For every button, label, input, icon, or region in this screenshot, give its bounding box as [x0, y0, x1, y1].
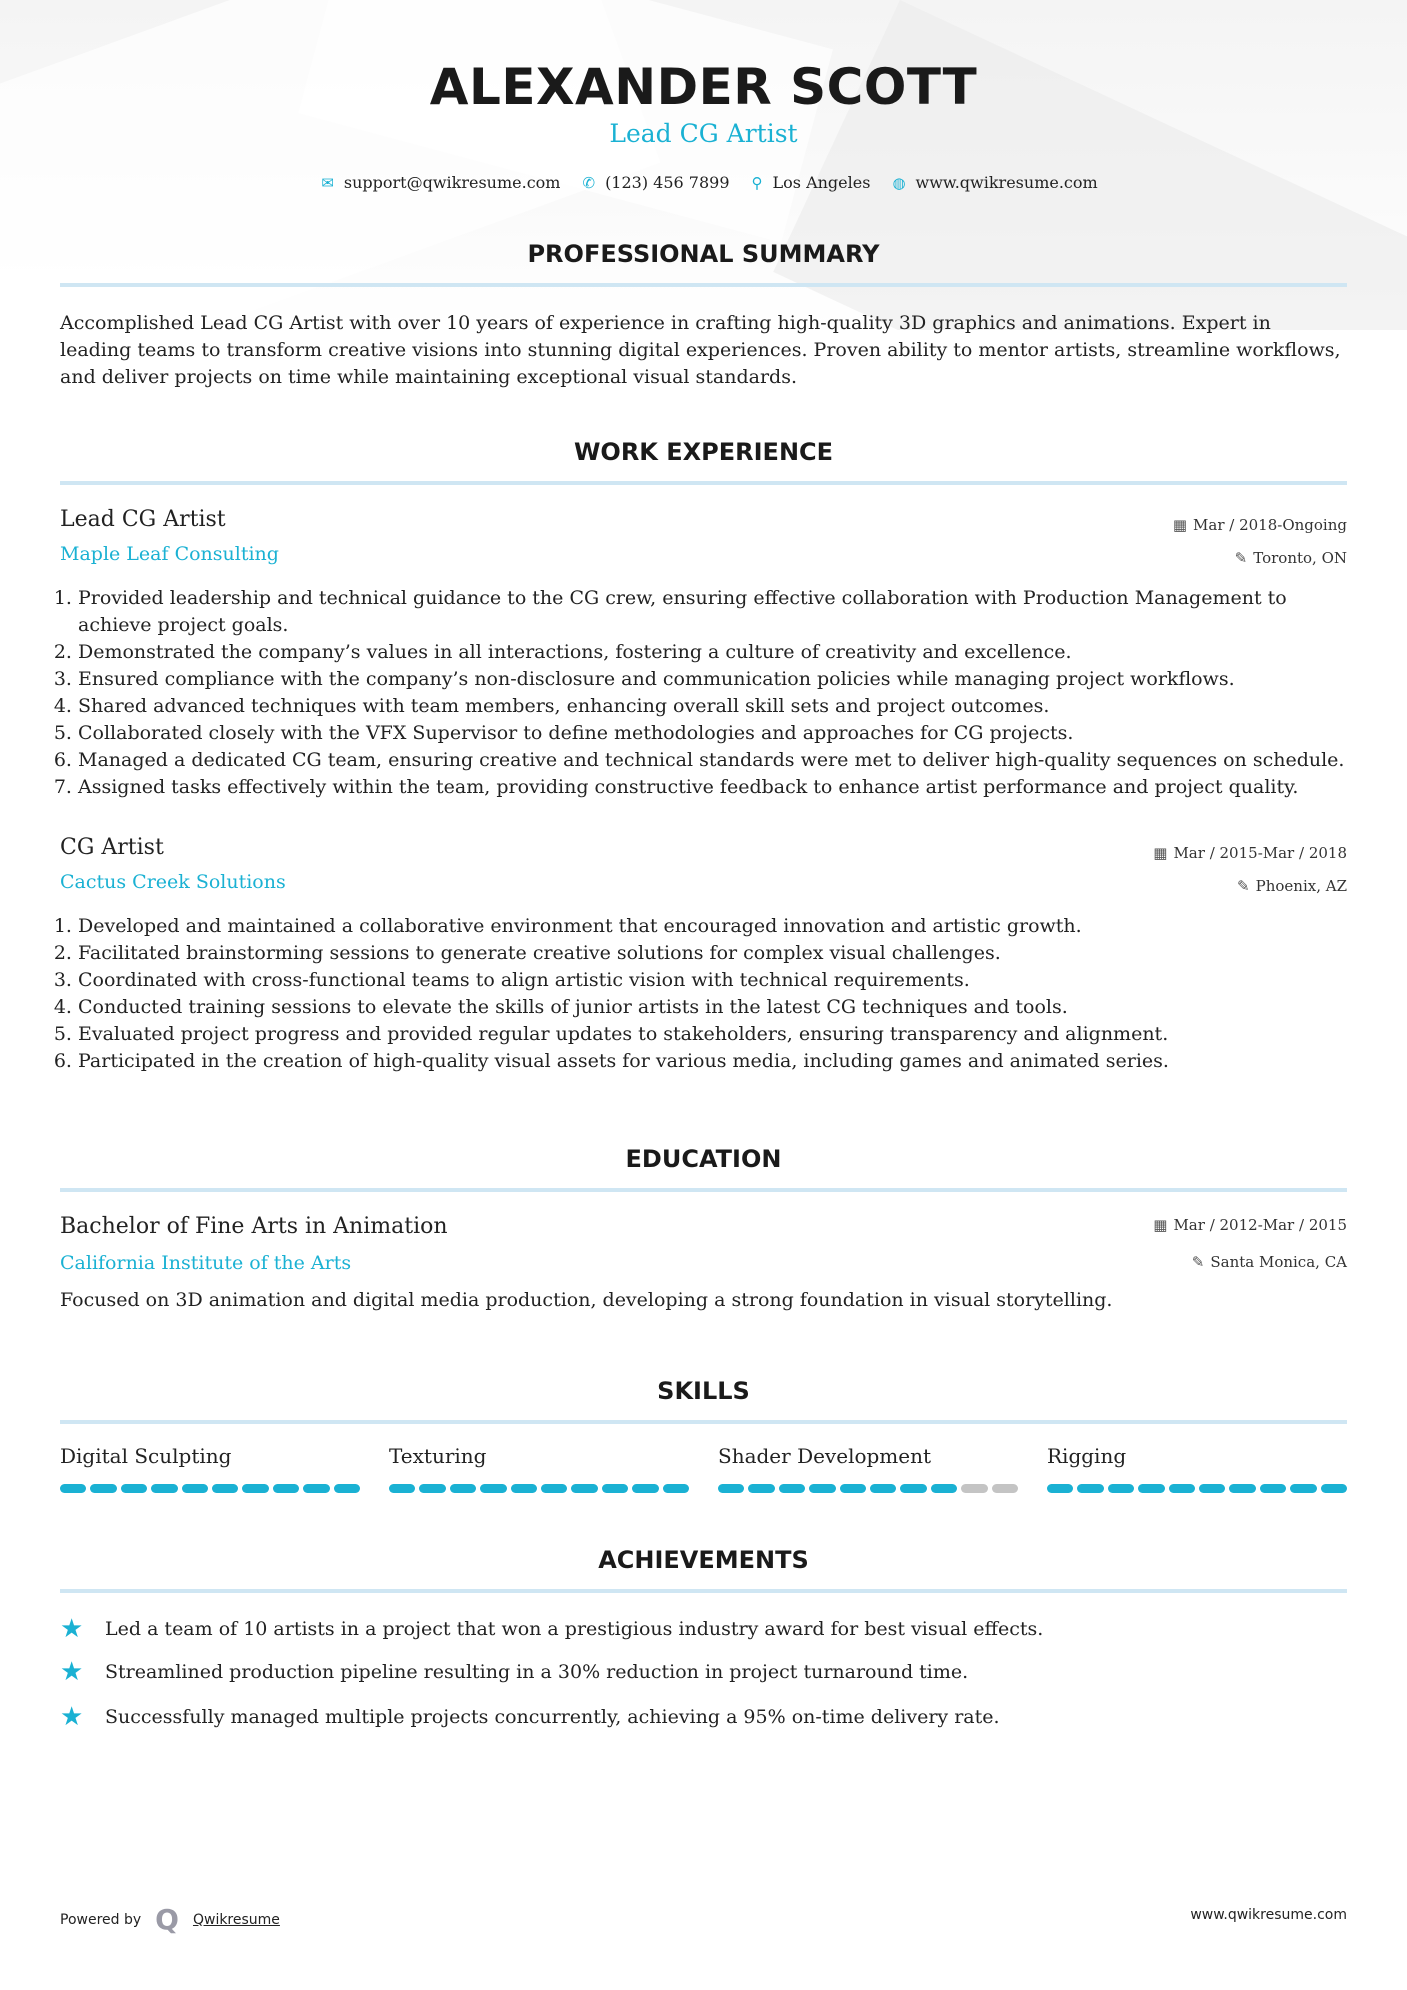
- divider: [60, 481, 1347, 485]
- job-duties: [60, 585, 1347, 801]
- skill-segment-filled: [718, 1484, 744, 1493]
- list-item: 3. Ensured compliance with the company’s non-disclosure and communication policies while managing project workflows.: [78, 666, 1347, 693]
- email-icon: ✉: [321, 173, 334, 192]
- website[interactable]: www.qwikresume.com: [915, 173, 1098, 192]
- list-item: 5. Collaborated closely with the VFX Supervisor to define methodologies and approaches for CG projects.: [78, 720, 1347, 747]
- calendar-icon: ▦: [1172, 516, 1188, 534]
- list-item: 5. Evaluated project progress and provided regular updates to stakeholders, ensuring transparency and alignment.: [78, 1021, 1347, 1048]
- degree: Bachelor of Fine Arts in Animation: [60, 1214, 448, 1239]
- job-title: Lead CG Artist: [60, 507, 226, 532]
- skill-segment-filled: [1138, 1484, 1164, 1493]
- phone-icon: ✆: [582, 173, 596, 192]
- skill-segment-filled: [840, 1484, 866, 1493]
- contact-bar: [0, 173, 1407, 192]
- list-item: 1. Developed and maintained a collaborative environment that encouraged innovation and artistic growth.: [78, 913, 1347, 940]
- candidate-name: ALEXANDER SCOTT: [429, 58, 978, 116]
- skill-item: [389, 1444, 689, 1493]
- skill-segment-filled: [1047, 1484, 1073, 1493]
- list-item: 4. Conducted training sessions to elevate the skills of junior artists in the latest CG techniques and tools.: [78, 994, 1347, 1021]
- skill-segment-filled: [303, 1484, 329, 1493]
- skill-segment-empty: [992, 1484, 1018, 1493]
- list-item: 2. Demonstrated the company’s values in all interactions, fostering a culture of creativity and excellence.: [78, 639, 1347, 666]
- skill-segment-filled: [931, 1484, 957, 1493]
- brand-link[interactable]: Qwikresume: [192, 1911, 280, 1928]
- skill-segment-filled: [541, 1484, 567, 1493]
- calendar-icon: ▦: [1153, 1216, 1168, 1234]
- email[interactable]: support@qwikresume.com: [343, 173, 561, 192]
- skill-segment-filled: [389, 1484, 415, 1493]
- divider: [60, 283, 1347, 287]
- skill-segment-filled: [809, 1484, 835, 1493]
- skill-level-bar: [389, 1484, 689, 1493]
- skill-name: Digital Sculpting: [60, 1444, 232, 1468]
- skill-segment-filled: [121, 1484, 147, 1493]
- header-background: [0, 0, 1407, 330]
- job-title: CG Artist: [60, 835, 164, 860]
- star-icon: ★: [60, 1614, 84, 1644]
- footer-website[interactable]: www.qwikresume.com: [1190, 1907, 1347, 1923]
- skill-name: Rigging: [1047, 1444, 1127, 1468]
- list-item: 4. Shared advanced techniques with team members, enhancing overall skill sets and project outcomes.: [78, 693, 1347, 720]
- skill-segment-filled: [450, 1484, 476, 1493]
- divider: [60, 1589, 1347, 1593]
- skill-segment-filled: [1321, 1484, 1347, 1493]
- divider: [60, 1420, 1347, 1424]
- job-duties: [60, 913, 1347, 1075]
- skill-segment-filled: [151, 1484, 177, 1493]
- skill-segment-filled: [60, 1484, 86, 1493]
- skill-segment-filled: [1077, 1484, 1103, 1493]
- summary-text: Accomplished Lead CG Artist with over 10 years of experience in crafting high-quality 3D graphics and animations. Expert in leading teams to transform creative visions into stunning digital experiences. Proven ability to mentor artists, streamline workflows, and deliver projects on time while maintaining exceptional visual standards.: [60, 312, 1341, 388]
- skill-segment-filled: [632, 1484, 658, 1493]
- location: Los Angeles: [772, 173, 871, 192]
- skill-item: [1047, 1444, 1347, 1493]
- list-item: 2. Facilitated brainstorming sessions to generate creative solutions for complex visual challenges.: [78, 940, 1347, 967]
- list-item: 1. Provided leadership and technical guidance to the CG crew, ensuring effective collaboration with Production Management to achieve project goals.: [78, 585, 1347, 639]
- candidate-title: Lead CG Artist: [609, 119, 798, 148]
- powered-by: Powered by: [60, 1911, 142, 1928]
- skill-segment-filled: [571, 1484, 597, 1493]
- skill-segment-filled: [870, 1484, 896, 1493]
- company: Maple Leaf Consulting: [60, 543, 279, 565]
- skill-segment-filled: [1199, 1484, 1225, 1493]
- phone: (123) 456 7899: [605, 173, 730, 192]
- skill-name: Texturing: [389, 1444, 487, 1468]
- pin-icon: ✎: [1237, 877, 1250, 895]
- skill-segment-filled: [663, 1484, 689, 1493]
- skill-segment-filled: [1260, 1484, 1286, 1493]
- summary-heading: PROFESSIONAL SUMMARY: [527, 240, 880, 268]
- globe-icon: ◍: [892, 173, 906, 192]
- skills-heading: SKILLS: [657, 1377, 750, 1405]
- skill-item: [718, 1444, 1018, 1493]
- pin-icon: ✎: [1234, 549, 1248, 567]
- skill-level-bar: [60, 1484, 360, 1493]
- education-heading: EDUCATION: [625, 1145, 782, 1173]
- calendar-icon: ▦: [1153, 844, 1168, 862]
- star-icon: ★: [60, 1702, 84, 1732]
- qwikresume-logo-icon: Q: [155, 1903, 179, 1936]
- skill-segment-filled: [334, 1484, 360, 1493]
- achievement: Successfully managed multiple projects concurrently, achieving a 95% on-time delivery rate.: [105, 1706, 1000, 1728]
- skill-segment-filled: [242, 1484, 268, 1493]
- company: Cactus Creek Solutions: [60, 871, 286, 893]
- skill-item: [60, 1444, 360, 1493]
- school: California Institute of the Arts: [60, 1252, 352, 1274]
- skill-segment-filled: [90, 1484, 116, 1493]
- list-item: 6. Managed a dedicated CG team, ensuring creative and technical standards were met to deliver high-quality sequences on schedule.: [78, 747, 1347, 774]
- skill-segment-filled: [1169, 1484, 1195, 1493]
- skill-segment-filled: [212, 1484, 238, 1493]
- edu-date: Mar / 2012-Mar / 2015: [1173, 1216, 1347, 1234]
- achievement: Streamlined production pipeline resulting in a 30% reduction in project turnaround time.: [105, 1661, 969, 1683]
- skills-list: [60, 1444, 1347, 1493]
- job-location: Phoenix, AZ: [1255, 877, 1347, 895]
- skill-level-bar: [718, 1484, 1018, 1493]
- edu-description: Focused on 3D animation and digital media production, developing a strong foundation in visual storytelling.: [60, 1289, 1113, 1311]
- divider: [60, 1188, 1347, 1192]
- job-location: Toronto, ON: [1253, 549, 1347, 567]
- list-item: 7. Assigned tasks effectively within the team, providing constructive feedback to enhance artist performance and project quality.: [78, 774, 1347, 801]
- skill-segment-filled: [779, 1484, 805, 1493]
- skill-segment-filled: [480, 1484, 506, 1493]
- skill-level-bar: [1047, 1484, 1347, 1493]
- job-date: Mar / 2018-Ongoing: [1193, 516, 1347, 534]
- skill-segment-filled: [748, 1484, 774, 1493]
- skill-segment-filled: [182, 1484, 208, 1493]
- skill-segment-empty: [961, 1484, 987, 1493]
- achievement: Led a team of 10 artists in a project that won a prestigious industry award for best visual effects.: [105, 1618, 1044, 1640]
- achievements-heading: ACHIEVEMENTS: [598, 1546, 809, 1574]
- footer-brand: [60, 1903, 280, 1936]
- skill-segment-filled: [419, 1484, 445, 1493]
- skill-segment-filled: [1290, 1484, 1316, 1493]
- edu-location: Santa Monica, CA: [1210, 1253, 1347, 1271]
- location-pin-icon: ⚲: [751, 173, 763, 192]
- skill-segment-filled: [273, 1484, 299, 1493]
- skill-segment-filled: [1229, 1484, 1255, 1493]
- skill-segment-filled: [511, 1484, 537, 1493]
- skill-name: Shader Development: [718, 1444, 932, 1468]
- skill-segment-filled: [900, 1484, 926, 1493]
- job-date: Mar / 2015-Mar / 2018: [1173, 844, 1347, 862]
- list-item: 6. Participated in the creation of high-quality visual assets for various media, including games and animated series.: [78, 1048, 1347, 1075]
- list-item: 3. Coordinated with cross-functional teams to align artistic vision with technical requirements.: [78, 967, 1347, 994]
- star-icon: ★: [60, 1657, 84, 1687]
- skill-segment-filled: [602, 1484, 628, 1493]
- skill-segment-filled: [1108, 1484, 1134, 1493]
- experience-heading: WORK EXPERIENCE: [573, 438, 834, 466]
- pin-icon: ✎: [1191, 1253, 1205, 1271]
